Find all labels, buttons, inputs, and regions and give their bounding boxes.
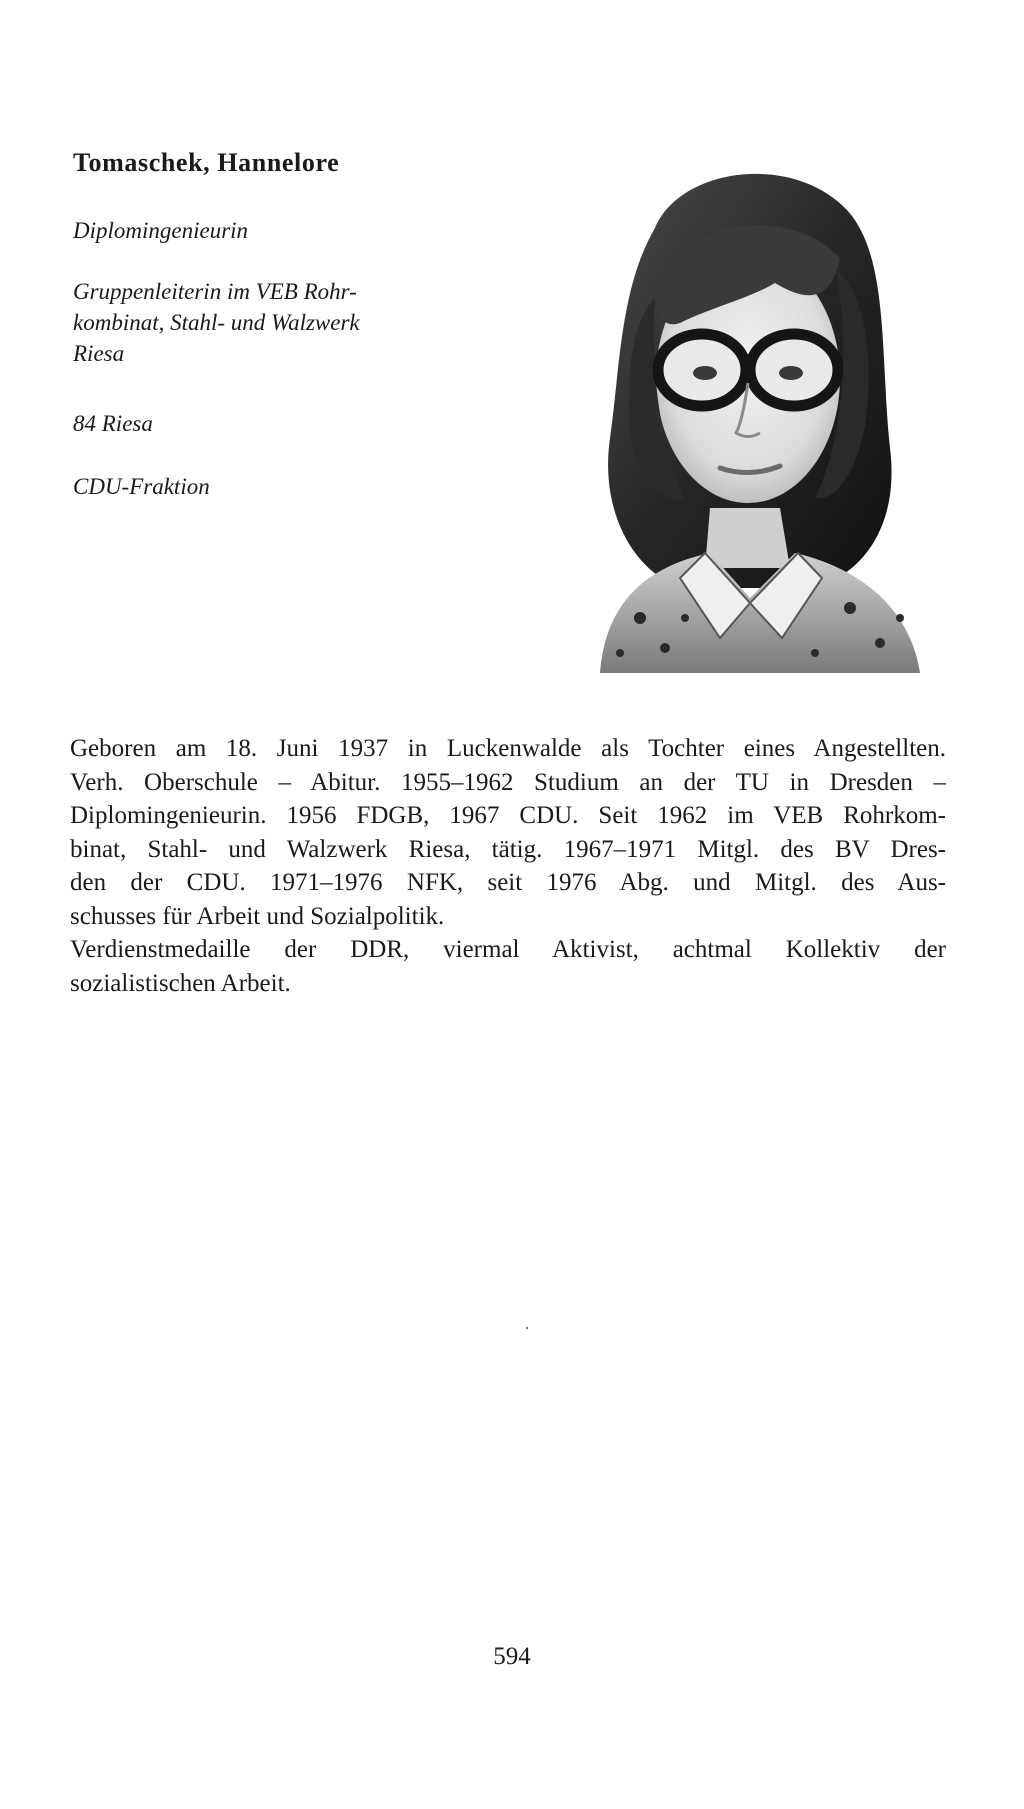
faction: CDU-Fraktion — [73, 474, 210, 499]
biography-line: den der CDU. 1971–1976 NFK, seit 1976 Abg. und Mitgl. des Aus- — [70, 869, 946, 896]
position-line: Riesa — [73, 341, 125, 366]
biography-line: Verh. Oberschule – Abitur. 1955–1962 Studium an der TU in Dresden – — [70, 768, 946, 796]
biography-line: schusses für Arbeit und Sozialpolitik. — [70, 902, 445, 930]
biography-line: binat, Stahl- und Walzwerk Riesa, tätig. 1967–1971 Mitgl. des BV Dres- — [70, 835, 946, 863]
position-description — [73, 276, 473, 369]
location: 84 Riesa — [73, 411, 153, 436]
biography-line: Verdienstmedaille der DDR, viermal Aktivist, achtmal Kollektiv der — [70, 936, 946, 963]
biography-line: Diplomingenieurin. 1956 FDGB, 1967 CDU. Seit 1962 im VEB Rohrkom- — [70, 802, 946, 829]
biography-text — [70, 732, 946, 1000]
page-number: 594 — [493, 1643, 531, 1670]
position-line: Gruppenleiterin im VEB Rohr- — [73, 279, 357, 304]
biography-line: sozialistischen Arbeit. — [70, 969, 291, 997]
print-speck — [526, 1327, 528, 1329]
job-title: Diplomingenieurin — [73, 218, 249, 243]
person-name: Tomaschek, Hannelore — [73, 148, 340, 177]
portrait-photo — [560, 148, 940, 673]
position-line: kombinat, Stahl- und Walzwerk — [73, 310, 360, 335]
biography-line: Geboren am 18. Juni 1937 in Luckenwalde als Tochter eines Angestellten. — [70, 735, 946, 762]
